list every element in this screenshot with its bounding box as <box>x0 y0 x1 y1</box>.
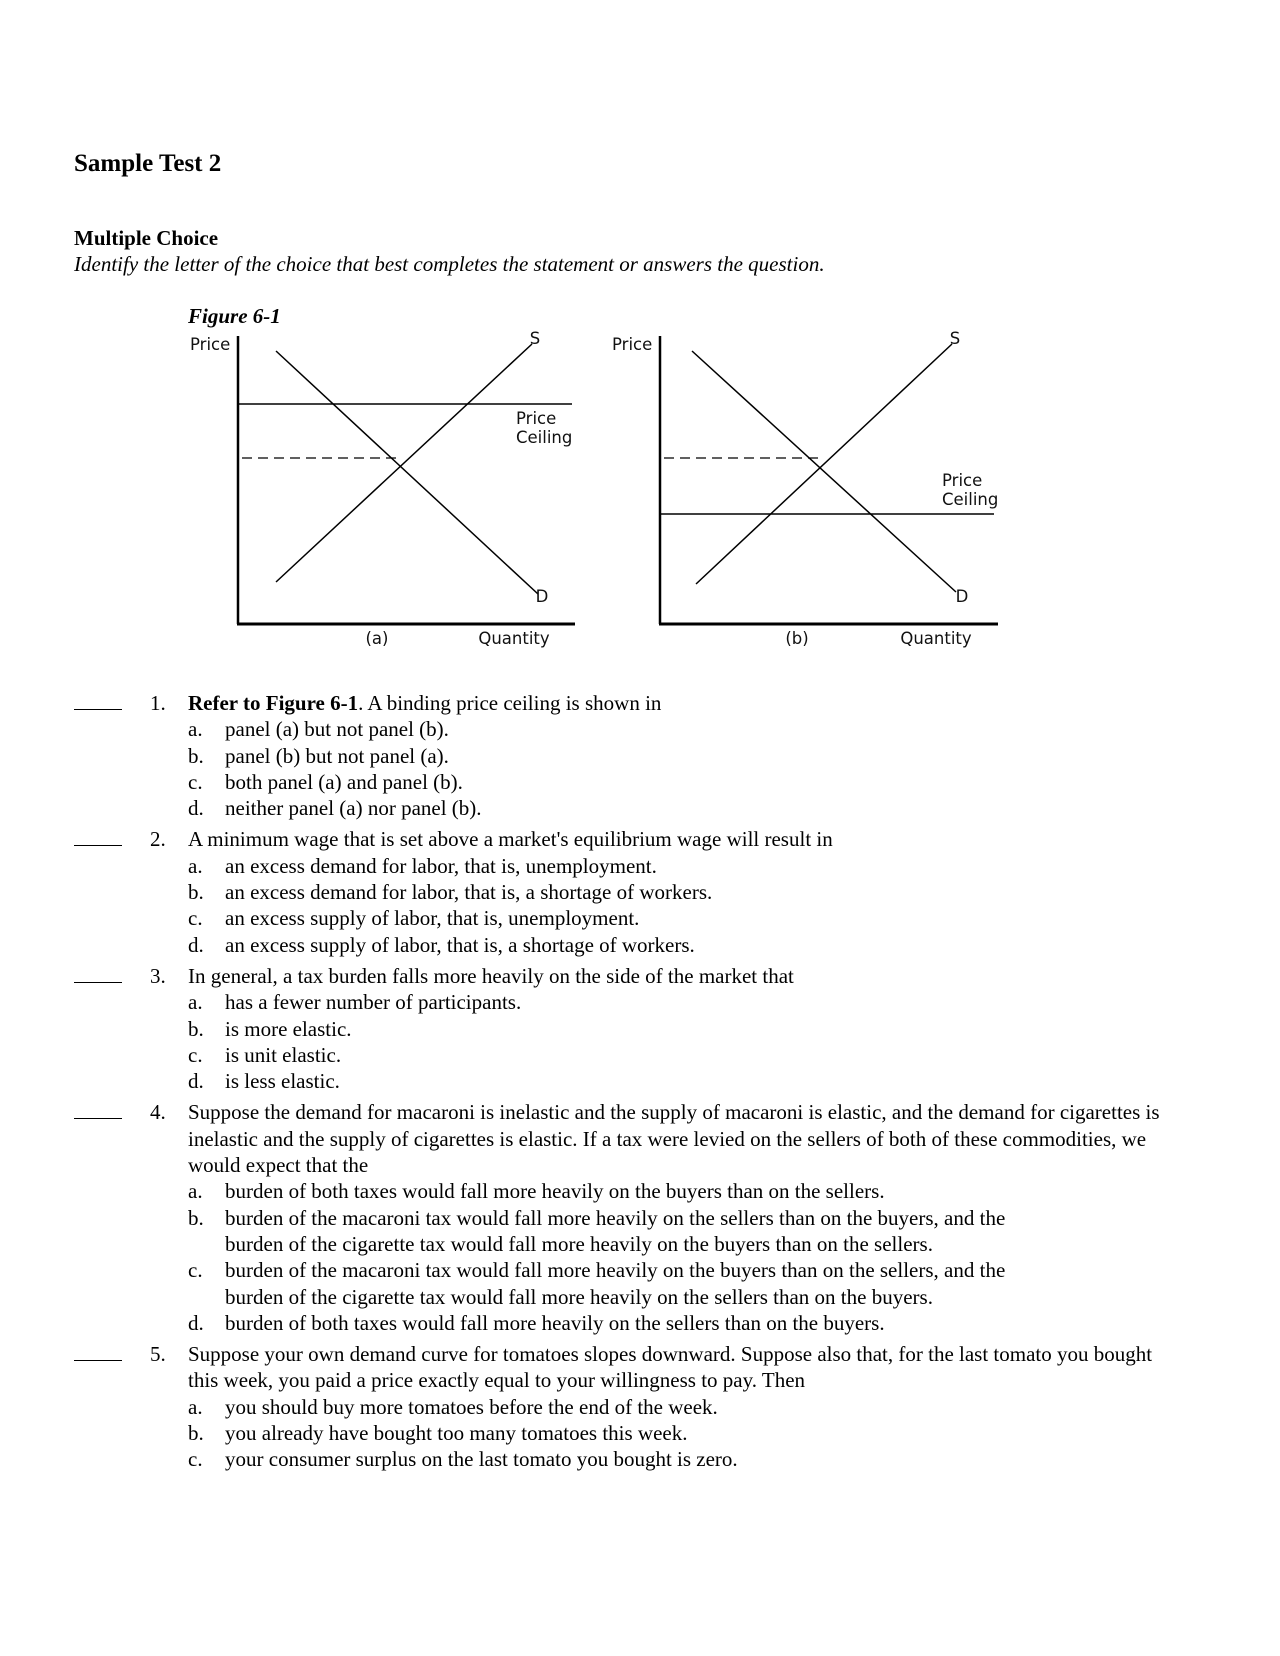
option-letter: c. <box>188 1258 203 1283</box>
panel-b-supply-label: S <box>949 329 961 348</box>
figure-caption: Figure 6-1 <box>188 304 281 328</box>
option-text: you already have bought too many tomatoes this week. <box>225 1421 688 1446</box>
question-number: 2. <box>150 827 166 852</box>
option-text: an excess supply of labor, that is, unemployment. <box>225 906 640 931</box>
panel-b-ceiling-label-1: Price <box>942 471 983 490</box>
option-text: is more elastic. <box>225 1016 352 1041</box>
option-b <box>0 1205 1280 1258</box>
option-text: is less elastic. <box>225 1069 340 1094</box>
option-letter: c. <box>188 1447 203 1472</box>
question-stem <box>0 826 1280 852</box>
option-a <box>0 716 1280 742</box>
question-number: 1. <box>150 691 166 715</box>
option-text: you should buy more tomatoes before the end of the week. <box>225 1394 718 1419</box>
option-letter: a. <box>188 990 203 1015</box>
question-text: . A binding price ceiling is shown in <box>358 691 662 715</box>
option-text: an excess supply of labor, that is, a shortage of workers. <box>225 932 695 957</box>
page-title: Sample Test 2 <box>74 150 222 177</box>
question-text: A minimum wage that is set above a market's equilibrium wage will result in <box>188 827 833 852</box>
option-d <box>0 1068 1280 1094</box>
question-1 <box>0 690 1280 821</box>
option-c <box>0 1257 1280 1310</box>
option-text: burden of both taxes would fall more heavily on the sellers than on the buyers. <box>225 1310 885 1335</box>
question-4 <box>0 1099 1280 1336</box>
option-a <box>0 989 1280 1015</box>
option-text: an excess demand for labor, that is, a shortage of workers. <box>225 880 713 905</box>
option-a <box>0 1178 1280 1204</box>
question-text: Suppose the demand for macaroni is inelastic and the supply of macaroni is elastic, and the demand for cigarettes is inelastic and the supply of cigarettes is elastic. If a tax were levied on the sellers of both of these commodities, we would expect that the <box>188 1100 1160 1178</box>
panel-b-ceiling-label-2: Ceiling <box>942 490 999 509</box>
option-d <box>0 932 1280 958</box>
option-text: panel (a) but not panel (b). <box>225 717 449 742</box>
panel-b-panel-label: (b) <box>785 629 809 648</box>
option-letter: d. <box>188 1069 204 1094</box>
question-text: Suppose your own demand curve for tomatoes slopes downward. Suppose also that, for the last tomato you bought this week, you paid a price exactly equal to your willingness to pay. Then <box>188 1342 1153 1393</box>
option-letter: a. <box>188 717 203 742</box>
question-5 <box>0 1341 1280 1472</box>
option-letter: c. <box>188 906 203 931</box>
panel-b-y-label: Price <box>612 335 653 354</box>
option-c <box>0 769 1280 795</box>
panel-a-ceiling-label-1: Price <box>516 409 557 428</box>
option-letter: b. <box>188 1016 204 1041</box>
panel-b-x-label: Quantity <box>900 629 972 648</box>
option-letter: b. <box>188 743 204 768</box>
option-c <box>0 1446 1280 1472</box>
option-letter: b. <box>188 1421 204 1446</box>
question-reference: Refer to Figure 6-1 <box>188 691 359 715</box>
panel-a-x-label: Quantity <box>478 629 550 648</box>
panel-a-y-label: Price <box>190 335 231 354</box>
option-text: burden of the macaroni tax would fall more heavily on the buyers than on the sellers, and the burden of the cigarette tax would fall more heavily on the sellers than on the buyers. <box>225 1258 1006 1309</box>
option-letter: a. <box>188 853 203 878</box>
option-letter: c. <box>188 1042 203 1067</box>
question-2 <box>0 826 1280 957</box>
question-stem <box>0 963 1280 989</box>
option-letter: b. <box>188 880 204 905</box>
question-number: 4. <box>150 1100 166 1125</box>
panel-a-supply-curve <box>276 344 532 582</box>
option-b <box>0 743 1280 769</box>
option-d <box>0 795 1280 821</box>
panel-b-demand-label: D <box>955 587 969 606</box>
option-b <box>0 1016 1280 1042</box>
option-letter: a. <box>188 1179 203 1204</box>
option-b <box>0 879 1280 905</box>
option-letter: b. <box>188 1205 204 1230</box>
question-stem <box>0 1099 1280 1178</box>
section-heading: Multiple Choice <box>74 226 219 250</box>
panel-b-demand-curve <box>692 351 956 592</box>
panel-b <box>612 329 998 648</box>
option-a <box>0 1394 1280 1420</box>
option-letter: a. <box>188 1394 203 1419</box>
question-number: 3. <box>150 963 166 988</box>
panel-a <box>190 329 575 648</box>
option-text: has a fewer number of participants. <box>225 990 522 1015</box>
option-d <box>0 1310 1280 1336</box>
option-text: neither panel (a) nor panel (b). <box>225 796 482 821</box>
figure-svg <box>180 326 1020 656</box>
option-letter: d. <box>188 932 204 957</box>
option-letter: d. <box>188 796 204 821</box>
option-text: burden of the macaroni tax would fall more heavily on the sellers than on the buyers, and the burden of the cigarette tax would fall more heavily on the buyers than on the sellers. <box>225 1205 1006 1256</box>
panel-a-supply-label: S <box>529 329 541 348</box>
question-text: In general, a tax burden falls more heavily on the side of the market that <box>188 963 794 988</box>
panel-a-demand-label: D <box>535 587 549 606</box>
question-stem <box>0 1341 1280 1394</box>
instructions: Identify the letter of the choice that best completes the statement or answers the question. <box>74 252 825 276</box>
panel-a-ceiling-label-2: Ceiling <box>516 428 573 447</box>
question-list <box>0 690 1280 1478</box>
option-text: burden of both taxes would fall more heavily on the buyers than on the sellers. <box>225 1179 885 1204</box>
panel-a-demand-curve <box>276 351 538 594</box>
question-stem <box>0 690 1280 716</box>
question-number: 5. <box>150 1342 166 1367</box>
option-letter: d. <box>188 1310 204 1335</box>
figure-6-1 <box>180 326 1020 661</box>
option-b <box>0 1420 1280 1446</box>
option-letter: c. <box>188 769 203 794</box>
panel-b-supply-curve <box>696 344 952 584</box>
option-c <box>0 1042 1280 1068</box>
option-text: is unit elastic. <box>225 1042 342 1067</box>
panel-a-panel-label: (a) <box>365 629 389 648</box>
option-text: both panel (a) and panel (b). <box>225 769 463 794</box>
question-3 <box>0 963 1280 1094</box>
option-a <box>0 853 1280 879</box>
option-text: an excess demand for labor, that is, unemployment. <box>225 853 657 878</box>
option-text: your consumer surplus on the last tomato you bought is zero. <box>225 1447 738 1472</box>
option-c <box>0 905 1280 931</box>
option-text: panel (b) but not panel (a). <box>225 743 449 768</box>
